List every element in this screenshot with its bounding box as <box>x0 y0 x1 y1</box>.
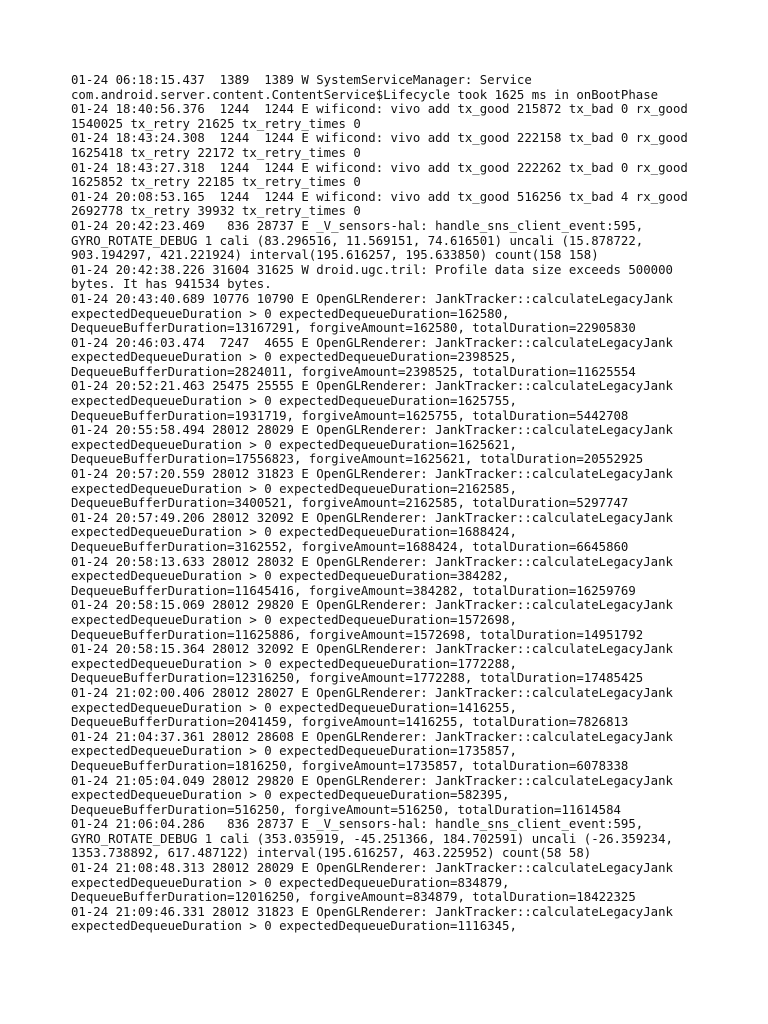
log-line: DequeueBufferDuration=2041459, forgiveAmount=1416255, totalDuration=7826813 <box>71 715 629 730</box>
log-line: 01-24 20:58:13.633 28012 28032 E OpenGLRenderer: JankTracker::calculateLegacyJank <box>71 554 673 569</box>
log-line: DequeueBufferDuration=13167291, forgiveAmount=162580, totalDuration=22905830 <box>71 321 636 336</box>
log-line: 903.194297, 421.221924) interval(195.616257, 195.633850) count(158 158) <box>71 248 599 263</box>
log-line: expectedDequeueDuration > 0 expectedDequeueDuration=2162585, <box>71 481 517 496</box>
log-line: 01-24 20:57:20.559 28012 31823 E OpenGLRenderer: JankTracker::calculateLegacyJank <box>71 467 673 482</box>
log-line: 01-24 21:08:48.313 28012 28029 E OpenGLRenderer: JankTracker::calculateLegacyJank <box>71 861 673 876</box>
log-line: bytes. It has 941534 bytes. <box>71 277 272 292</box>
log-line: 01-24 18:43:27.318 1244 1244 E wificond: vivo add tx_good 222262 tx_bad 0 rx_good <box>71 160 688 175</box>
log-line: 01-24 21:05:04.049 28012 29820 E OpenGLRenderer: JankTracker::calculateLegacyJank <box>71 773 673 788</box>
log-line: com.android.server.content.ContentService$Lifecycle took 1625 ms in onBootPhase <box>71 87 659 102</box>
log-line: 2692778 tx_retry 39932 tx_retry_times 0 <box>71 204 361 219</box>
log-line: DequeueBufferDuration=12316250, forgiveAmount=1772288, totalDuration=17485425 <box>71 671 644 686</box>
log-line: 01-24 21:06:04.286 836 28737 E _V_sensors-hal: handle_sns_client_event:595, <box>71 817 644 832</box>
log-line: 1625852 tx_retry 22185 tx_retry_times 0 <box>71 175 361 190</box>
log-line: 01-24 21:09:46.331 28012 31823 E OpenGLRenderer: JankTracker::calculateLegacyJank <box>71 904 673 919</box>
log-line: expectedDequeueDuration > 0 expectedDequeueDuration=1572698, <box>71 612 517 627</box>
log-line: DequeueBufferDuration=516250, forgiveAmount=516250, totalDuration=11614584 <box>71 802 621 817</box>
log-line: expectedDequeueDuration > 0 expectedDequeueDuration=1625621, <box>71 437 517 452</box>
log-line: 01-24 06:18:15.437 1389 1389 W SystemServiceManager: Service <box>71 73 532 87</box>
log-line: 01-24 20:43:40.689 10776 10790 E OpenGLRenderer: JankTracker::calculateLegacyJank <box>71 291 673 306</box>
log-line: 01-24 20:57:49.206 28012 32092 E OpenGLRenderer: JankTracker::calculateLegacyJank <box>71 510 673 525</box>
log-line: 1353.738892, 617.487122) interval(195.616257, 463.225952) count(58 58) <box>71 846 592 861</box>
log-line: expectedDequeueDuration > 0 expectedDequeueDuration=834879, <box>71 875 510 890</box>
log-line: 01-24 21:04:37.361 28012 28608 E OpenGLRenderer: JankTracker::calculateLegacyJank <box>71 729 673 744</box>
log-line: expectedDequeueDuration > 0 expectedDequeueDuration=384282, <box>71 569 510 584</box>
log-line: DequeueBufferDuration=1816250, forgiveAmount=1735857, totalDuration=6078338 <box>71 758 629 773</box>
log-line: 01-24 20:08:53.165 1244 1244 E wificond: vivo add tx_good 516256 tx_bad 4 rx_good <box>71 189 688 204</box>
log-line: DequeueBufferDuration=11625886, forgiveAmount=1572698, totalDuration=14951792 <box>71 627 644 642</box>
log-line: 01-24 18:40:56.376 1244 1244 E wificond: vivo add tx_good 215872 tx_bad 0 rx_good <box>71 102 688 117</box>
log-line: 1540025 tx_retry 21625 tx_retry_times 0 <box>71 116 361 131</box>
log-line: DequeueBufferDuration=2824011, forgiveAmount=2398525, totalDuration=11625554 <box>71 364 636 379</box>
log-line: DequeueBufferDuration=12016250, forgiveAmount=834879, totalDuration=18422325 <box>71 890 636 905</box>
log-line: 01-24 20:58:15.069 28012 29820 E OpenGLRenderer: JankTracker::calculateLegacyJank <box>71 598 673 613</box>
log-line: 01-24 20:55:58.494 28012 28029 E OpenGLRenderer: JankTracker::calculateLegacyJank <box>71 423 673 438</box>
log-line: 01-24 20:42:23.469 836 28737 E _V_sensors-hal: handle_sns_client_event:595, <box>71 218 644 233</box>
log-line: expectedDequeueDuration > 0 expectedDequeueDuration=1116345, <box>71 919 517 934</box>
log-line: 01-24 20:42:38.226 31604 31625 W droid.ugc.tril: Profile data size exceeds 500000 <box>71 262 673 277</box>
log-line: expectedDequeueDuration > 0 expectedDequeueDuration=162580, <box>71 306 510 321</box>
log-line: expectedDequeueDuration > 0 expectedDequeueDuration=2398525, <box>71 350 517 365</box>
log-line: 01-24 20:58:15.364 28012 32092 E OpenGLRenderer: JankTracker::calculateLegacyJank <box>71 642 673 657</box>
log-line: DequeueBufferDuration=17556823, forgiveAmount=1625621, totalDuration=20552925 <box>71 452 644 467</box>
log-line: 01-24 20:52:21.463 25475 25555 E OpenGLRenderer: JankTracker::calculateLegacyJank <box>71 379 673 394</box>
log-document <box>71 73 731 934</box>
log-line: DequeueBufferDuration=3400521, forgiveAmount=2162585, totalDuration=5297747 <box>71 496 629 511</box>
log-line: GYRO_ROTATE_DEBUG 1 cali (353.035919, -45.251366, 184.702591) uncali (-26.359234, <box>71 831 673 846</box>
log-line: DequeueBufferDuration=11645416, forgiveAmount=384282, totalDuration=16259769 <box>71 583 636 598</box>
log-line: expectedDequeueDuration > 0 expectedDequeueDuration=1772288, <box>71 656 517 671</box>
log-line: 01-24 20:46:03.474 7247 4655 E OpenGLRenderer: JankTracker::calculateLegacyJank <box>71 335 673 350</box>
log-line: DequeueBufferDuration=1931719, forgiveAmount=1625755, totalDuration=5442708 <box>71 408 629 423</box>
log-line: expectedDequeueDuration > 0 expectedDequeueDuration=1735857, <box>71 744 517 759</box>
log-line: 01-24 21:02:00.406 28012 28027 E OpenGLRenderer: JankTracker::calculateLegacyJank <box>71 685 673 700</box>
log-line: expectedDequeueDuration > 0 expectedDequeueDuration=1625755, <box>71 394 517 409</box>
log-line: expectedDequeueDuration > 0 expectedDequeueDuration=582395, <box>71 788 510 803</box>
log-line: 1625418 tx_retry 22172 tx_retry_times 0 <box>71 145 361 160</box>
log-line: expectedDequeueDuration > 0 expectedDequeueDuration=1416255, <box>71 700 517 715</box>
log-line: 01-24 18:43:24.308 1244 1244 E wificond: vivo add tx_good 222158 tx_bad 0 rx_good <box>71 131 688 146</box>
log-line: GYRO_ROTATE_DEBUG 1 cali (83.296516, 11.569151, 74.616501) uncali (15.878722, <box>71 233 644 248</box>
log-line: expectedDequeueDuration > 0 expectedDequeueDuration=1688424, <box>71 525 517 540</box>
log-line: DequeueBufferDuration=3162552, forgiveAmount=1688424, totalDuration=6645860 <box>71 540 629 554</box>
